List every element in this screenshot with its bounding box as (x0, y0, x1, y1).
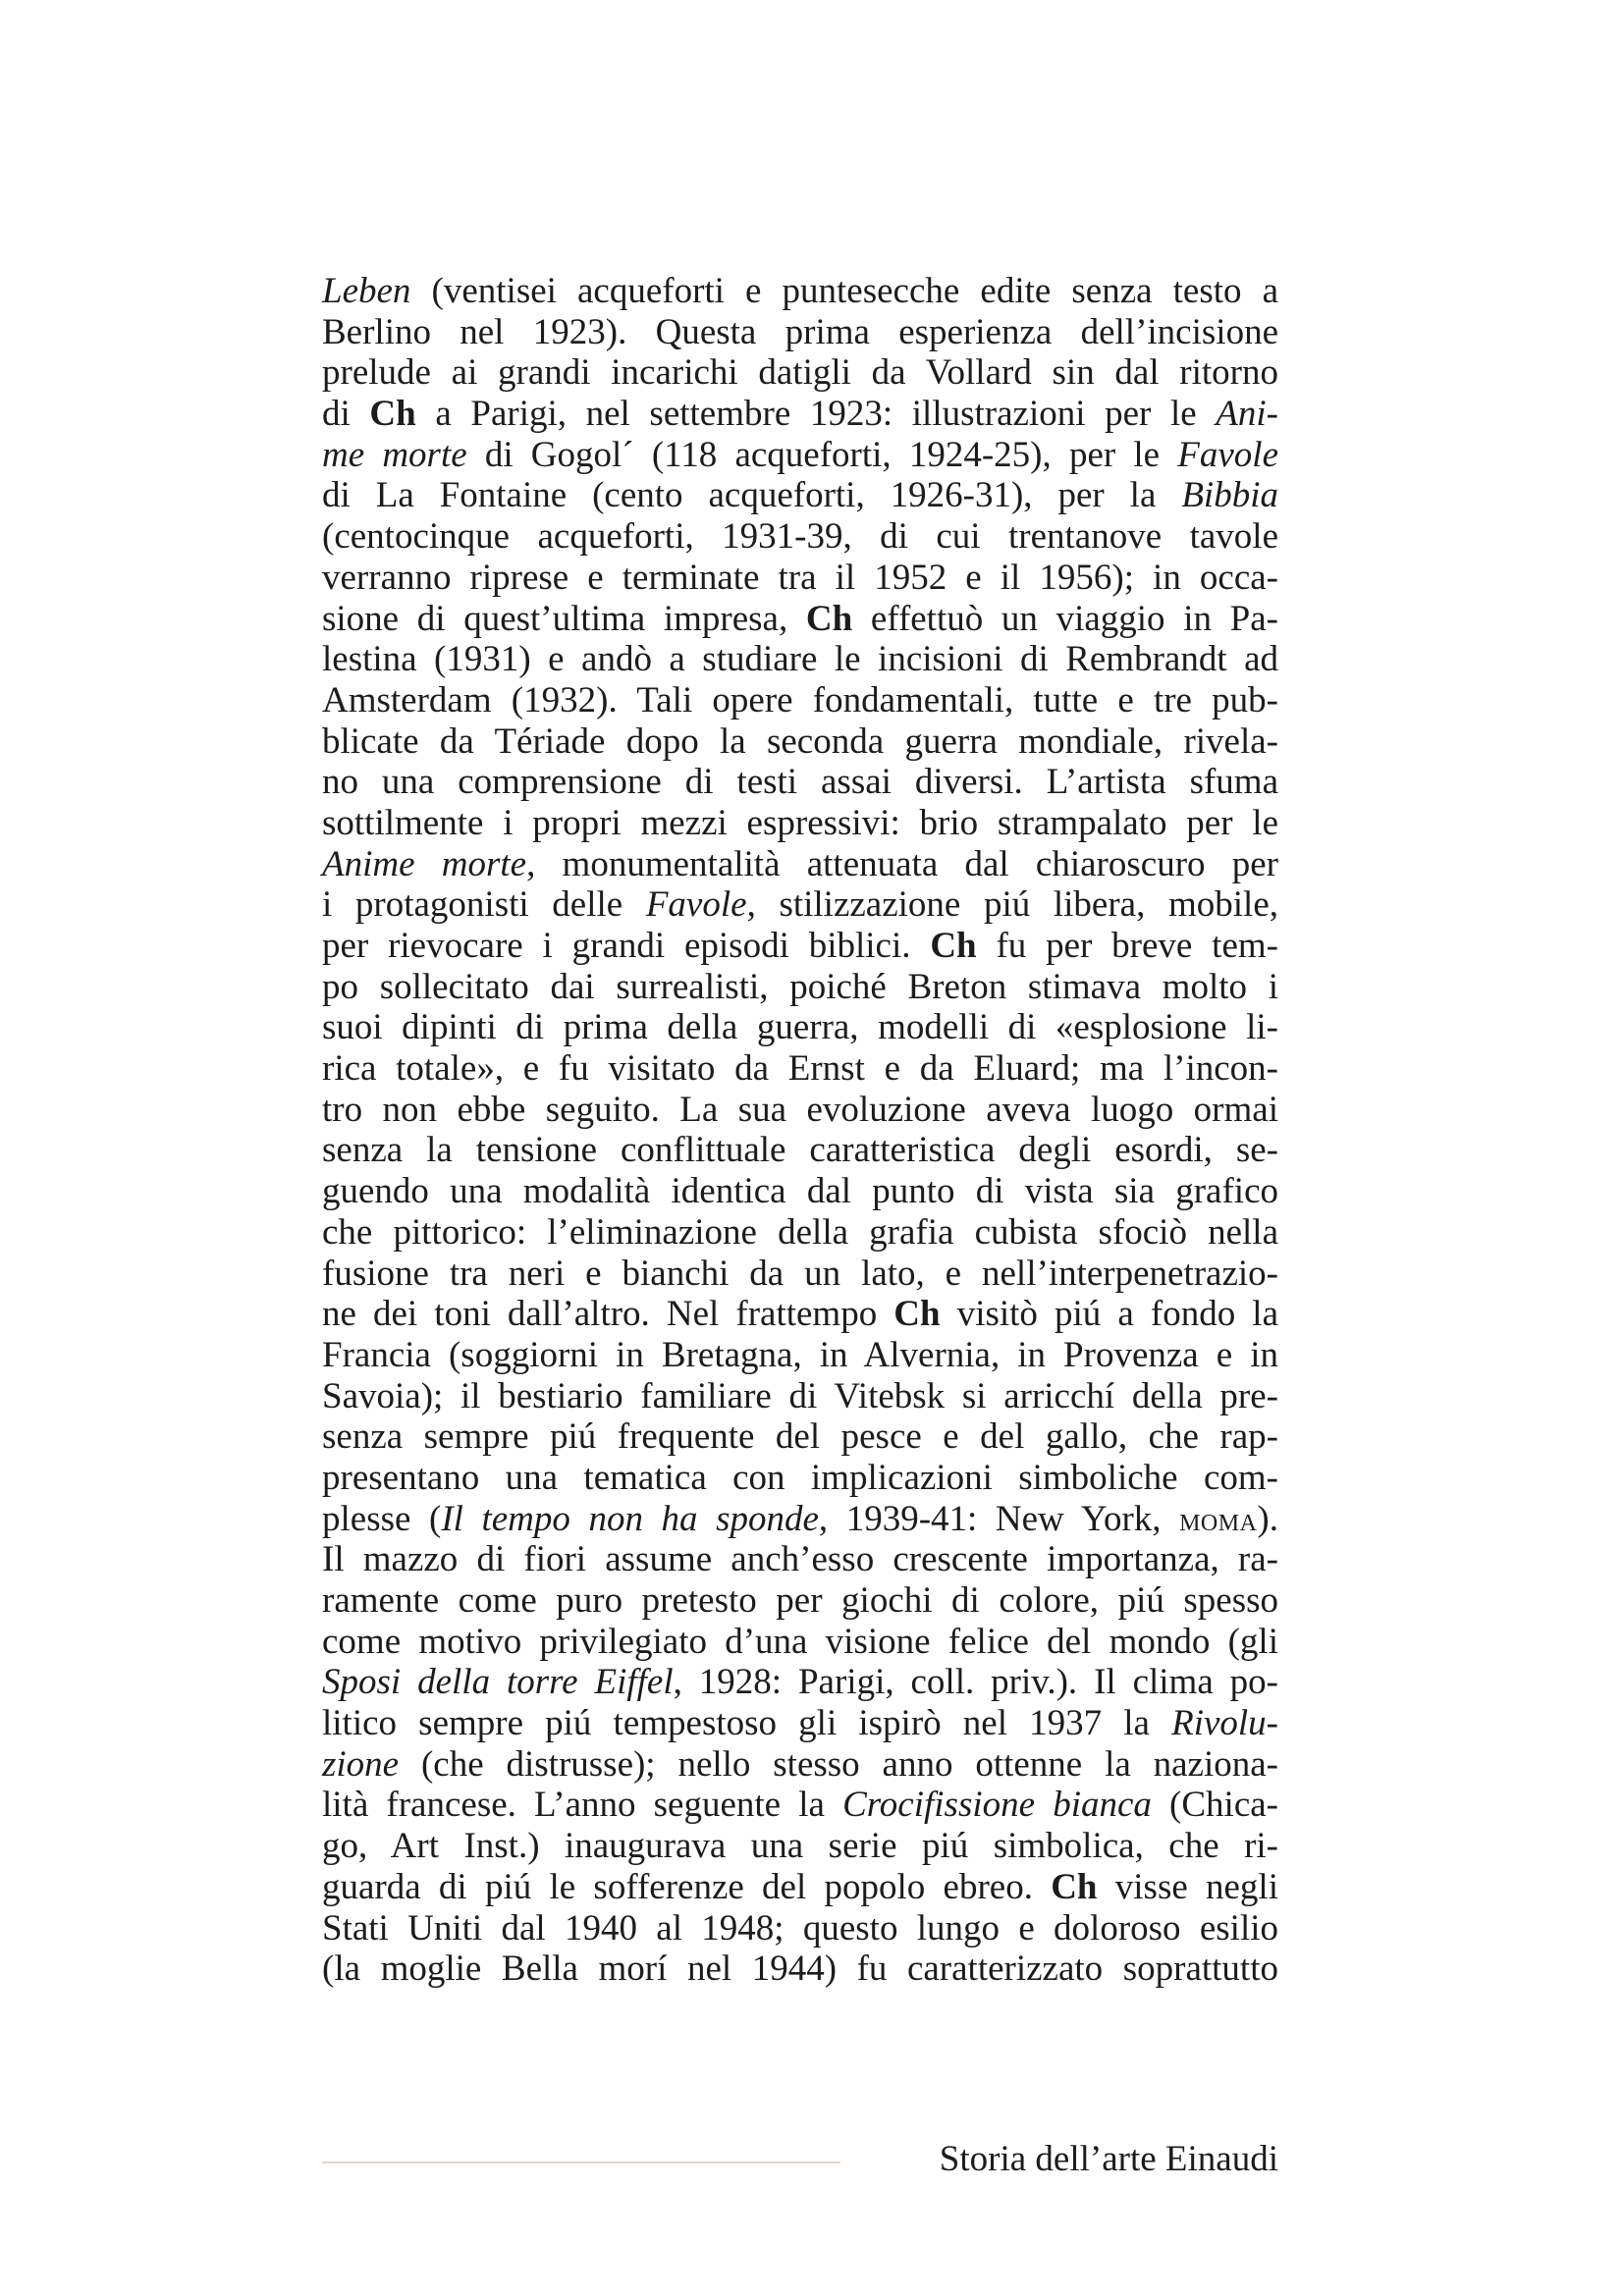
text-segment: come motivo privilegiato d’una visione felice del mondo (gli (322, 1621, 1278, 1662)
text-segment: ). (1257, 1498, 1278, 1539)
text-line (322, 558, 1278, 599)
artist-abbreviation: Ch (805, 598, 853, 639)
text-segment: verranno riprese e terminate tra il 1952 e il 1956); in occa- (322, 557, 1278, 598)
text-line (322, 1294, 1278, 1335)
italic-title: Rivolu- (1171, 1703, 1278, 1744)
text-segment: (la moglie Bella morí nel 1944) fu caratterizzato soprattutto (322, 1949, 1278, 1990)
small-caps-abbreviation: moma (1179, 1501, 1258, 1538)
text-segment: guarda di piú le sofferenze del popolo ebreo. (322, 1866, 1052, 1907)
text-segment: visse negli (1097, 1866, 1278, 1907)
text-line (322, 803, 1278, 844)
text-line (322, 1416, 1278, 1458)
text-line (322, 1703, 1278, 1744)
text-line (322, 639, 1278, 680)
italic-title: me morte (322, 434, 467, 475)
text-line (322, 1662, 1278, 1703)
text-segment: di Gogol´ (118 acqueforti, 1924-25), per le (466, 434, 1178, 475)
text-line (322, 394, 1278, 435)
text-line (322, 1048, 1278, 1090)
text-segment: lestina (1931) e andò a studiare le incisioni di Rembrandt ad (322, 639, 1278, 680)
text-segment: Stati Uniti dal 1940 al 1948; questo lungo e doloroso esilio (322, 1907, 1278, 1949)
text-line (322, 721, 1278, 763)
text-segment: i protagonisti delle (322, 884, 646, 926)
text-segment: rica totale», e fu visitato da Ernst e da Eluard; ma l’incon- (322, 1048, 1278, 1090)
body-text (322, 271, 1278, 1990)
text-segment: visitò piú a fondo la (940, 1294, 1278, 1335)
artist-abbreviation: Ch (369, 394, 416, 435)
text-line (322, 1499, 1278, 1540)
text-line (322, 1580, 1278, 1622)
text-line (322, 352, 1278, 394)
text-line (322, 599, 1278, 640)
text-segment: litico sempre piú tempestoso gli ispirò nel 1937 la (322, 1703, 1172, 1744)
text-line (322, 1949, 1278, 1990)
text-segment: suoi dipinti di prima della guerra, modelli di «esplosione li- (322, 1007, 1278, 1048)
text-segment: a Parigi, nel settembre 1923: illustrazioni per le (415, 394, 1217, 435)
text-segment: Savoia); il bestiario familiare di Vitebsk si arricchí della pre- (322, 1375, 1278, 1416)
text-line (322, 1130, 1278, 1171)
text-line (322, 926, 1278, 967)
text-segment: , monumentalità attenuata dal chiaroscuro per (526, 843, 1278, 884)
text-segment: Francia (soggiorni in Bretagna, in Alvernia, in Provenza e in (322, 1334, 1278, 1375)
text-segment: di (322, 394, 370, 435)
text-segment: prelude ai grandi incarichi datigli da Vollard sin dal ritorno (322, 352, 1278, 394)
text-segment: fusione tra neri e bianchi da un lato, e nell’interpenetrazio- (322, 1253, 1278, 1294)
artist-abbreviation: Ch (930, 926, 977, 966)
text-segment: (ventisei acqueforti e puntesecche edite senza testo a (410, 271, 1278, 311)
text-line (322, 1376, 1278, 1417)
text-line (322, 1785, 1278, 1826)
footer-divider (322, 2162, 840, 2163)
text-line (322, 884, 1278, 926)
text-segment: (Chica- (1151, 1785, 1278, 1826)
text-line (322, 1908, 1278, 1949)
text-segment: che pittorico: l’eliminazione della grafia cubista sfociò nella (322, 1211, 1278, 1253)
italic-title: Ani- (1216, 394, 1278, 435)
italic-title: Bibbia (1181, 475, 1278, 516)
text-segment: (centocinque acqueforti, 1931-39, di cui trentanove tavole (322, 516, 1278, 558)
text-line (322, 1539, 1278, 1580)
italic-title: Favole (1177, 434, 1278, 475)
text-line (322, 312, 1278, 353)
text-segment: presentano una tematica con implicazioni simboliche com- (322, 1457, 1278, 1498)
text-segment: go, Art Inst.) inaugurava una serie piú simbolica, che ri- (322, 1826, 1278, 1867)
text-line (322, 762, 1278, 803)
text-line (322, 680, 1278, 721)
italic-title: Il tempo non ha sponde (441, 1498, 819, 1539)
text-line (322, 1744, 1278, 1786)
text-line (322, 967, 1278, 1008)
text-line (322, 271, 1278, 312)
text-segment: guendo una modalità identica dal punto di vista sia grafico (322, 1171, 1278, 1212)
text-segment: Berlino nel 1923). Questa prima esperienza dell’incisione (322, 311, 1278, 352)
text-segment: tro non ebbe seguito. La sua evoluzione aveva luogo ormai (322, 1089, 1278, 1130)
italic-title: Leben (322, 271, 411, 311)
text-line (322, 1254, 1278, 1295)
text-segment: , stilizzazione piú libera, mobile, (746, 884, 1278, 926)
italic-title: Sposi della torre Eiffel (322, 1662, 674, 1703)
italic-title: Favole (645, 884, 747, 926)
text-line (322, 1171, 1278, 1212)
text-segment: sottilmente i propri mezzi espressivi: brio strampalato per le (322, 802, 1278, 843)
italic-title: Crocifissione bianca (842, 1785, 1152, 1826)
text-segment: lità francese. L’anno seguente la (322, 1785, 843, 1826)
text-line (322, 1007, 1278, 1048)
text-line (322, 1212, 1278, 1254)
text-line (322, 516, 1278, 558)
text-segment: , 1939-41: New York, (818, 1498, 1180, 1539)
artist-abbreviation: Ch (893, 1294, 941, 1335)
text-segment: (che distrusse); nello stesso anno ottenne la naziona- (399, 1743, 1278, 1785)
text-segment: ne dei toni dall’altro. Nel frattempo (322, 1294, 894, 1335)
text-segment: no una comprensione di testi assai diversi. L’artista sfuma (322, 762, 1278, 803)
footer-publication-title: Storia dell’arte Einaudi (939, 2139, 1278, 2179)
text-line (322, 1335, 1278, 1376)
text-line (322, 435, 1278, 476)
text-line (322, 844, 1278, 885)
text-segment: Amsterdam (1932). Tali opere fondamentali, tutte e tre pub- (322, 679, 1278, 721)
text-line (322, 1867, 1278, 1908)
text-line (322, 1458, 1278, 1499)
text-segment: ramente come puro pretesto per giochi di colore, piú spesso (322, 1580, 1278, 1621)
text-segment: blicate da Tériade dopo la seconda guerra mondiale, rivela- (322, 721, 1278, 762)
text-line (322, 1826, 1278, 1867)
text-segment: senza la tensione conflittuale caratteristica degli esordi, se- (322, 1130, 1278, 1171)
text-line (322, 1090, 1278, 1131)
text-segment: Il mazzo di fiori assume anch’esso crescente importanza, ra- (322, 1539, 1278, 1580)
italic-title: zione (322, 1743, 400, 1785)
text-segment: effettuò un viaggio in Pa- (852, 598, 1278, 639)
text-segment: senza sempre piú frequente del pesce e del gallo, che rap- (322, 1416, 1278, 1458)
text-segment: fu per breve tem- (976, 926, 1278, 966)
text-segment: di La Fontaine (cento acqueforti, 1926-31), per la (322, 475, 1182, 516)
text-segment: , 1928: Parigi, coll. priv.). Il clima po- (673, 1662, 1278, 1703)
text-line (322, 1622, 1278, 1663)
text-segment: per rievocare i grandi episodi biblici. (322, 926, 931, 966)
text-segment: po sollecitato dai surrealisti, poiché Breton stimava molto i (322, 966, 1278, 1007)
text-segment: sione di quest’ultima impresa, (322, 598, 806, 639)
italic-title: Anime morte (322, 843, 527, 884)
text-line (322, 475, 1278, 516)
artist-abbreviation: Ch (1051, 1866, 1098, 1907)
text-segment: plesse ( (322, 1498, 442, 1539)
